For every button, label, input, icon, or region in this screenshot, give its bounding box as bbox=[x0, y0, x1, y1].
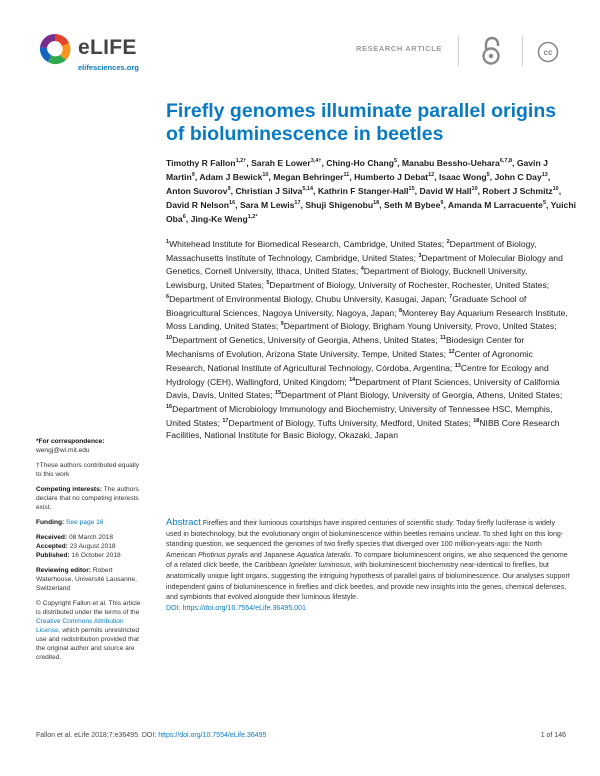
affiliation-item: $^{17}$Department of Biology, Tufts University, Medford, United States; bbox=[222, 417, 471, 428]
author-affiliation-marker: 1,2† bbox=[235, 158, 247, 164]
creative-commons-icon[interactable] bbox=[537, 41, 559, 63]
author-name: Humberto J Debat$^{12}$, bbox=[354, 171, 440, 182]
author-name: David R Nelson$^{16}$, bbox=[166, 200, 240, 211]
footer-doi-link[interactable]: https://doi.org/10.7554/eLife.36495 bbox=[158, 732, 267, 739]
author-name: Anton Suvorov$^9$, bbox=[166, 185, 236, 196]
equal-contribution-note: †These authors contributed equally to this work bbox=[36, 462, 140, 478]
affiliation-item: $^3$Department of Molecular Biology and Genetics, Cornell University, Ithaca, United States; bbox=[166, 252, 563, 277]
correspondence-label: *For correspondence: bbox=[36, 438, 105, 445]
logo-url[interactable]: elifesciences.org bbox=[78, 63, 139, 72]
affiliation-item: $^1$Whitehead Institute for Biomedical Research, Cambridge, United States; bbox=[166, 238, 445, 249]
affiliation-item: $^{10}$Department of Genetics, University of Georgia, Athens, United States; bbox=[166, 335, 438, 346]
author-name: Gavin J Martin$^9$, bbox=[166, 157, 548, 182]
affiliation-item: $^{13}$Centre for Ecology and Hydrology (CEH), Wallingford, United Kingdom; bbox=[166, 362, 549, 387]
published-label: Published: bbox=[36, 552, 70, 559]
author-affiliation-marker: 5 bbox=[394, 158, 398, 164]
author-name: Amanda M Larracuente$^5$, bbox=[447, 200, 551, 211]
article-title: Firefly genomes illuminate parallel origins of bioluminescence in beetles bbox=[166, 100, 557, 145]
affiliation-item: $^{14}$Department of Plant Sciences, University of California Davis, Davis, United States; bbox=[166, 376, 560, 401]
author-affiliation-marker: 6 bbox=[182, 214, 186, 221]
article-type-label: RESEARCH ARTICLE bbox=[356, 44, 442, 53]
affiliation-item: $^2$Department of Biology, Massachusetts Institute of Technology, Cambridge, United States; bbox=[166, 238, 537, 263]
author-affiliation-marker: 17 bbox=[294, 200, 301, 207]
affiliation-list bbox=[166, 237, 571, 442]
author-affiliation-marker: 5 bbox=[486, 172, 490, 179]
funding-label: Funding: bbox=[36, 519, 65, 526]
author-affiliation-marker: 6,7,8 bbox=[499, 158, 513, 164]
abstract-text: and Japanese bbox=[250, 550, 295, 559]
correspondence-email[interactable]: wengj@wi.mit.edu bbox=[36, 447, 90, 454]
affiliation-item: $^7$Graduate School of Bioagricultural Sciences, Nagoya University, Nagoya, Japan; bbox=[166, 293, 527, 318]
author-affiliation-marker: 9 bbox=[191, 172, 195, 179]
author-affiliation-marker: 5 bbox=[542, 200, 547, 207]
open-access-icon[interactable] bbox=[478, 36, 504, 66]
article-info-sidebar bbox=[36, 437, 146, 668]
author-name: Yuichi Oba$^6$, bbox=[166, 200, 576, 225]
author-name: John C Day$^{13}$, bbox=[494, 171, 551, 182]
author-name: Shuji Shigenobu$^{18}$, bbox=[305, 200, 385, 211]
author-name: David W Hall$^{10}$, bbox=[419, 185, 483, 196]
author-affiliation-marker: 10 bbox=[262, 172, 269, 179]
author-affiliation-marker: 1,2* bbox=[247, 214, 258, 221]
reviewing-editor-label: Reviewing editor: bbox=[36, 567, 91, 574]
author-affiliation-marker: 9 bbox=[440, 200, 444, 207]
author-name: Robert J Schmitz$^{10}$, bbox=[482, 185, 562, 196]
accepted-date: 23 August 2018 bbox=[69, 543, 116, 550]
elife-logo[interactable] bbox=[36, 30, 186, 80]
author-affiliation-marker: 16 bbox=[229, 200, 236, 207]
author-affiliation-marker: 11 bbox=[343, 172, 350, 179]
affiliation-item: $^{12}$Center of Agronomic Research, National Institute of Agricultural Technology, Córdoba, Argentina; bbox=[166, 348, 533, 373]
logo-name: eLIFE bbox=[78, 36, 137, 59]
author-name: Ching-Ho Chang$^5$, bbox=[326, 157, 402, 168]
copyright-text-end: which permits unrestricted use and redistribution provided that the original author and source are credited. bbox=[36, 627, 140, 661]
author-name: Jing-Ke Weng$^{1,2*}$ bbox=[190, 214, 258, 225]
accepted-label: Accepted: bbox=[36, 543, 68, 550]
author-name: Manabu Bessho-Uehara$^{6,7,8}$, bbox=[401, 157, 517, 168]
author-affiliation-marker: 9 bbox=[227, 186, 231, 193]
abstract-doi-link[interactable]: DOI: https://doi.org/10.7554/eLife.36495.001 bbox=[166, 603, 307, 612]
footer-doi-label: DOI: bbox=[141, 732, 157, 739]
author-name: Sara M Lewis$^{17}$, bbox=[239, 200, 306, 211]
author-name: Christian J Silva$^{5,14}$, bbox=[235, 185, 318, 196]
affiliation-item: $^{18}$NIBB Core Research Facilities, National Institute for Basic Biology, Okazaki, Japan bbox=[166, 417, 560, 440]
author-list bbox=[166, 155, 576, 225]
reviewing-editor-text: Robert Waterhouse, Université Lausanne, Switzerland bbox=[36, 567, 137, 592]
author-affiliation-marker: 18 bbox=[373, 200, 380, 207]
received-date: 08 March 2018 bbox=[69, 534, 113, 541]
affiliation-item: $^8$Monterey Bay Aquarium Research Institute, Moss Landing, United States; bbox=[166, 307, 568, 332]
published-date: 16 October 2018 bbox=[71, 552, 121, 559]
abstract-text: with bioluminescent biochemistry near-identical to fireflies, but anatomically unique light organs, suggesting the intriguing hypothesis of parallel gains of bioluminescence. Our analyses support independent gains of bioluminescence in fireflies and click beetles, and provide new insights into the genes, chemical defenses, and symbionts that evolved alongside their luminous lifestyle. bbox=[166, 561, 570, 602]
abstract-text: To compare bioluminescent origins, we also sequenced the genome of a related click beetle, the Caribbean bbox=[166, 550, 568, 570]
license-link[interactable]: Creative Commons Attribution License, bbox=[36, 618, 124, 634]
author-name: Megan Behringer$^{11}$, bbox=[273, 171, 355, 182]
abstract-text: Fireflies and their luminous courtships have inspired centuries of scientific study. Today firefly luciferase is widely used in biotechnology, but the evolutionary origin of bioluminescence within beetles remains unclear. To shed light on this long-standing question, we sequenced the genomes of two firefly species that diverged over 100 million-years-ago: the North American bbox=[166, 519, 564, 559]
affiliation-item: $^{16}$Department of Microbiology Immunology and Biochemistry, University of Tennessee HSC, Memphis, United States; bbox=[166, 404, 553, 428]
competing-interests-label: Competing interests: bbox=[36, 486, 102, 493]
author-affiliation-marker: 13 bbox=[541, 172, 548, 179]
footer-citation: Fallon et al. eLife 2018;7:e36495. bbox=[36, 732, 140, 739]
author-name: Kathrin F Stanger-Hall$^{15}$, bbox=[317, 185, 420, 196]
abstract bbox=[166, 518, 571, 613]
species-name: Aquatica lateralis. bbox=[296, 550, 353, 559]
affiliation-item: $^5$Department of Biology, University of Rochester, Rochester, United States; bbox=[266, 280, 550, 291]
affiliation-item: $^{15}$Department of Plant Biology, University of Georgia, Athens, United States; bbox=[274, 390, 563, 401]
author-name: Isaac Wong$^5$, bbox=[439, 171, 495, 182]
page-footer bbox=[36, 732, 566, 739]
affiliation-item: $^4$Department of Biology, Bucknell University, Lewisburg, United States; bbox=[166, 266, 528, 291]
author-affiliation-marker: 10 bbox=[471, 186, 478, 193]
species-name: Photinus pyralis bbox=[197, 550, 249, 559]
author-affiliation-marker: 3,4† bbox=[310, 158, 322, 164]
author-affiliation-marker: 10 bbox=[552, 186, 559, 193]
header-divider bbox=[458, 36, 459, 66]
author-name: Seth M Bybee$^9$, bbox=[384, 200, 448, 211]
header-divider bbox=[522, 36, 523, 66]
affiliation-item: $^6$Department of Environmental Biology, Chubu University, Kasugai, Japan; bbox=[166, 293, 447, 304]
svg-text:cc: cc bbox=[543, 48, 553, 58]
species-name: Ignelater luminosus, bbox=[289, 561, 353, 570]
author-name: Sarah E Lower$^{3,4\dagger}$, bbox=[251, 157, 327, 168]
affiliation-item: $^{11}$Biodesign Center for Mechanisms of Evolution, Arizona State University, Tempe, United States; bbox=[166, 335, 525, 359]
page-number: 1 of 146 bbox=[540, 732, 566, 739]
author-affiliation-marker: 15 bbox=[408, 186, 415, 193]
elife-logo-icon bbox=[36, 30, 74, 68]
funding-link[interactable]: See page 16 bbox=[66, 519, 104, 526]
copyright-text: © Copyright Fallon et al. This article is distributed under the terms of the bbox=[36, 600, 141, 616]
received-label: Received: bbox=[36, 534, 68, 541]
author-name: Timothy R Fallon$^{1,2\dagger}$, bbox=[166, 157, 252, 168]
author-affiliation-marker: 5,14 bbox=[302, 186, 314, 193]
author-name: Adam J Bewick$^{10}$, bbox=[199, 171, 274, 182]
competing-interests-text: The authors declare that no competing interests exist. bbox=[36, 486, 139, 511]
author-affiliation-marker: 12 bbox=[428, 172, 435, 179]
abstract-heading: Abstract bbox=[166, 517, 201, 528]
affiliation-item: $^9$Department of Biology, Brigham Young University, Provo, United States; bbox=[280, 321, 557, 332]
